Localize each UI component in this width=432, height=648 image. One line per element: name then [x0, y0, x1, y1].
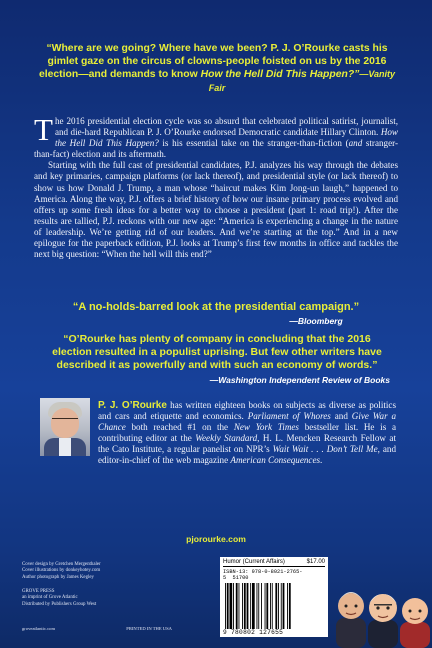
footer-line [22, 626, 172, 631]
credit-illustrations: Cover illustrations by donkeyhotey.com [22, 568, 101, 574]
printed-in: PRINTED IN THE USA [126, 626, 172, 631]
caricature-2 [368, 594, 398, 648]
candidate-caricatures [334, 578, 432, 648]
book-description [34, 112, 398, 260]
bio-publication: New York Times [233, 422, 299, 433]
isbn-number: ISBN-13: 978-0-8021-2765-5 [223, 569, 303, 581]
cover-credits [22, 562, 172, 581]
publisher-info [22, 589, 172, 608]
bio-book-title: Parliament of Whores [247, 411, 331, 422]
barcode-box [220, 557, 328, 637]
bio-text: , H. L. Mencken Research Fellow at the Cato Institute, a regular panelist on NPR’s [98, 433, 396, 455]
bio-text: . [320, 455, 323, 466]
top-quote-text: “Where are we going? Where have we been? P. J. O’Rourke casts his gimlet gaze on the circus of clowns-people foisted on us by the 2016 election—and demands to know [38, 43, 388, 81]
bio-text: bestseller list. He is a contributing editor at the [98, 422, 396, 444]
top-quote-book-title: How the Hell Did This Happen?” [200, 69, 360, 81]
bio-text: and [334, 411, 348, 422]
book-price: $17.00 [306, 559, 325, 565]
description-emphasis: and [348, 138, 363, 149]
bio-publication: Weekly Standard [195, 433, 258, 444]
washington-review-attribution: —Washington Independent Review of Books [209, 375, 390, 385]
isbn-line [223, 569, 325, 581]
barcode-number: 9 780802 127655 [223, 629, 284, 636]
bloomberg-quote: “A no-holds-barred look at the presidential campaign.” [72, 301, 360, 313]
description-paragraph-1 [34, 112, 398, 160]
washington-review-quote: “O’Rourke has plenty of company in concluding that the 2016 election resulted in a populist uprising. But few other writers have described it as powerfully and with such an economy of words.” [52, 333, 382, 371]
publisher-website: groveatlantic.com [22, 626, 56, 631]
book-category: Humor (Current Affairs) [223, 559, 285, 565]
credit-photo: Author photograph by James Kegley [22, 574, 94, 580]
bio-text: has written eighteen books on subjects as diverse as politics and cars and etiquette and economics. [98, 400, 396, 422]
author-bio [34, 400, 396, 467]
top-quote-attribution: —Vanity Fair [208, 69, 396, 93]
publisher-imprint: an imprint of Grove Atlantic [22, 595, 78, 601]
barcode-bars [223, 583, 325, 629]
credit-design: Cover design by Gretchen Mergenthaler [22, 562, 101, 567]
bio-text: both reached #1 on the [131, 422, 229, 433]
author-website: pjorourke.com [186, 534, 246, 544]
description-paragraph-2: Starting with the full cast of presidential candidates, P.J. analyzes his way through the debates and key primaries, campaign platforms (or lack thereof), and presidential style (or lack thereof) to show us how Donald J. Trump, a man whose “haircut makes Kim Jong-un laugh,” happened to America. Along the way, P.J. offers a brief history of how our insane primary process evolved and offers up some fresh ideas for a better way to choose a president (part 1: road trip!). After the results are tallied, P.J. reckons with our new age: “America is experiencing a change in the nature of leadership. We’re getting rid of our leaders. And we’re starting at the top.” And in a new epilogue for the paperback edition, P.J. looks at Trump’s first few months in office and tackles the next big question: “When the hell will this end?” [34, 160, 398, 260]
description-text: he 2016 presidential election cycle was so absurd that celebrated political satirist, journalist, and die-hard Republican P. J. O’Rourke endorsed Democratic candidate Hillary Clinton. [54, 116, 398, 138]
caricature-1 [336, 592, 366, 648]
publisher-name: GROVE PRESS [22, 589, 55, 594]
bio-book-title: Give War a Chance [98, 411, 397, 433]
price-code: 51700 [232, 575, 249, 581]
description-text: stranger-than-fact) election and its aftermath. [34, 138, 398, 160]
description-book-title: How the Hell Did This Happen? [54, 127, 398, 149]
description-text: is his essential take on the stranger-than-fiction ( [162, 138, 349, 149]
bio-show-title: Wait Wait . . . Don’t Tell Me [272, 444, 378, 455]
publisher-distributor: Distributed by Publishers Group West [22, 601, 97, 607]
barcode-header [223, 559, 325, 567]
bio-text: , and editor-in-chief of the web magazine [98, 444, 396, 466]
top-review-quote [38, 42, 396, 95]
author-name: P. J. O’Rourke [98, 400, 167, 411]
caricature-3 [400, 598, 430, 648]
drop-cap: T [34, 112, 53, 147]
bloomberg-attribution: —Bloomberg [289, 316, 343, 326]
bio-publication: American Consequences [230, 455, 321, 466]
